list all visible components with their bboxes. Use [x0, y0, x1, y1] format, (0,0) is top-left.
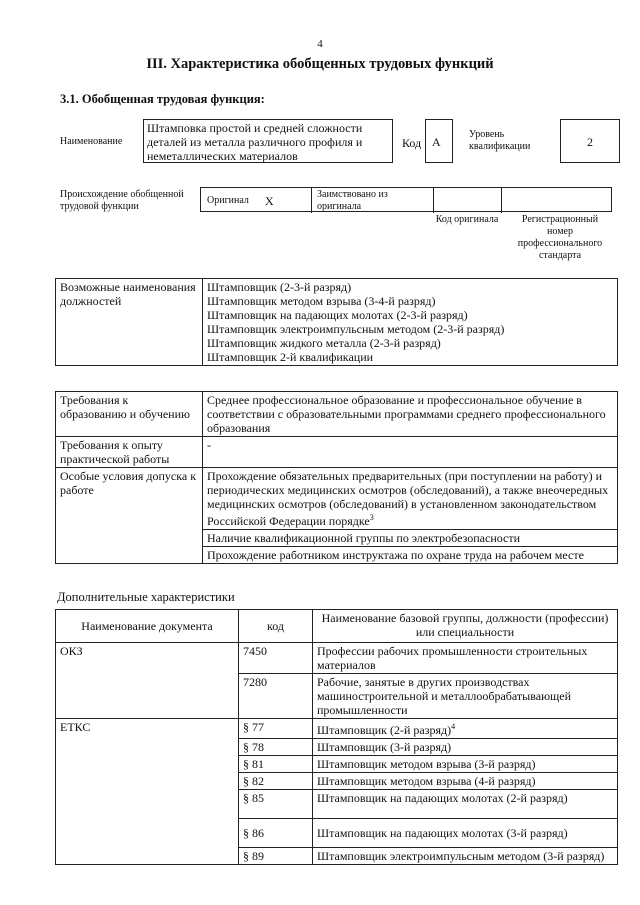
experience-value: - — [203, 437, 618, 468]
col-header-name: Наименование базовой группы, должности (профессии) или специальности — [313, 610, 618, 643]
etks-code: § 77 — [239, 719, 313, 739]
condition-briefing: Прохождение работником инструктажа по охране труда на рабочем месте — [203, 547, 618, 564]
condition-medical — [203, 468, 618, 530]
page-number: 4 — [317, 38, 323, 50]
original-label: Оригинал — [207, 195, 249, 206]
reg-number-caption: Регистрационный номер профессионального стандарта — [517, 214, 603, 261]
conditions-label: Особые условия допуска к работе — [56, 468, 203, 564]
okz-code: 7280 — [239, 674, 313, 719]
etks-name: Штамповщик на падающих молотах (3-й разряд) — [313, 819, 618, 848]
borrowed-label: Заимствовано из оригинала — [317, 189, 388, 212]
original-mark: Х — [265, 194, 274, 208]
footnote-mark: 3 — [369, 513, 374, 522]
function-name-value: Штамповка простой и средней сложности деталей из металла различного профиля и неметаллических материалов — [143, 119, 393, 163]
position-item: Штамповщик (2-3-й разряд) — [207, 280, 352, 294]
additional-table — [55, 609, 618, 865]
code-label: Код — [402, 136, 422, 150]
etks-name: Штамповщик методом взрыва (4-й разряд) — [313, 773, 618, 790]
etks-name: Штамповщик (3-й разряд) — [313, 739, 618, 756]
function-heading: 3.1. Обобщенная трудовая функция: — [60, 92, 265, 106]
footnote-mark: 4 — [451, 722, 456, 731]
positions-label: Возможные наименования должностей — [56, 279, 203, 366]
position-item: Штамповщик на падающих молотах (2-3-й разряд) — [207, 308, 468, 322]
etks-code: § 78 — [239, 739, 313, 756]
name-label: Наименование — [60, 136, 123, 147]
etks-name: Штамповщик методом взрыва (3-й разряд) — [313, 756, 618, 773]
col-header-document: Наименование документа — [56, 610, 239, 643]
section-title: III. Характеристика обобщенных трудовых функций — [146, 56, 494, 72]
condition-electrical: Наличие квалификационной группы по электробезопасности — [203, 530, 618, 547]
etks-name: Штамповщик на падающих молотах (2-й разряд) — [313, 790, 618, 819]
requirements-table — [55, 391, 618, 564]
positions-list — [203, 279, 618, 366]
origin-code-caption: Код оригинала — [435, 214, 499, 225]
origin-label: Происхождение обобщенной трудовой функции — [60, 189, 184, 212]
experience-label: Требования к опыту практической работы — [56, 437, 203, 468]
etks-code: § 89 — [239, 848, 313, 865]
okz-name: Профессии рабочих промышленности строительных материалов — [313, 643, 618, 674]
etks-name: Штамповщик электроимпульсным методом (3-й разряд) — [313, 848, 618, 865]
education-label: Требования к образованию и обучению — [56, 392, 203, 437]
position-item: Штамповщик жидкого металла (2-3-й разряд) — [207, 336, 441, 350]
additional-heading: Дополнительные характеристики — [57, 590, 235, 604]
etks-label: ЕТКС — [56, 719, 239, 865]
okz-label: ОКЗ — [56, 643, 239, 719]
level-label: Уровень квалификации — [469, 129, 531, 152]
position-item: Штамповщик 2-й квалификации — [207, 350, 374, 364]
education-value: Среднее профессиональное образование и профессиональное обучение в соответствии с образовательными программами среднего профессионального образования — [203, 392, 618, 437]
col-header-code: код — [239, 610, 313, 643]
etks-code: § 86 — [239, 819, 313, 848]
level-value: 2 — [560, 119, 620, 163]
etks-code: § 85 — [239, 790, 313, 819]
condition-medical-text: Прохождение обязательных предварительных (при поступлении на работу) и периодических медицинских осмотров (обследований), а также внеочередных медицинских осмотров (обследований) в установленном законодательством Российской Федерации порядке — [207, 469, 609, 528]
okz-code: 7450 — [239, 643, 313, 674]
etks-code: § 82 — [239, 773, 313, 790]
etks-name-text: Штамповщик (2-й разряд) — [317, 723, 452, 737]
positions-table — [55, 278, 618, 366]
etks-name — [313, 719, 618, 739]
okz-name: Рабочие, занятые в других производствах машиностроительной и металлообрабатывающей промышленности — [313, 674, 618, 719]
origin-box — [200, 187, 612, 212]
etks-code: § 81 — [239, 756, 313, 773]
position-item: Штамповщик методом взрыва (3-4-й разряд) — [207, 294, 436, 308]
code-value: А — [425, 119, 453, 163]
position-item: Штамповщик электроимпульсным методом (2-3-й разряд) — [207, 322, 505, 336]
